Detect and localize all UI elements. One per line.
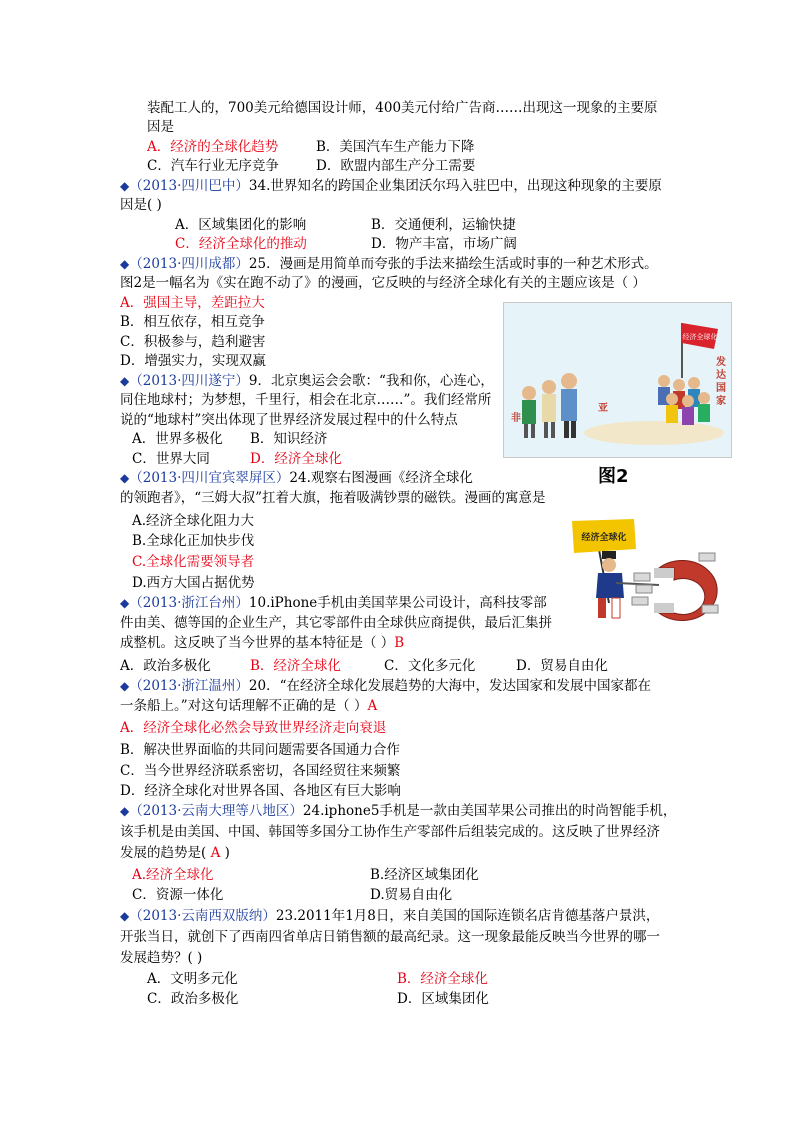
question-text: ): [224, 845, 230, 861]
answer-option: C．汽车行业无序竞争: [147, 158, 279, 174]
side-text: 达: [716, 370, 726, 381]
answer-option: C．文化多元化: [384, 658, 476, 674]
diamond-bullet-icon: ◆: [120, 179, 130, 193]
text-line: 件由美、德等国的企业生产，其它零部件由全球供应商提供，最后汇集拼: [120, 615, 552, 631]
question-source: （2013·云南大理等八地区）: [129, 803, 303, 819]
cartoon-illustration: [564, 513, 724, 624]
answer-option: A．经济全球化必然会导致世界经济走向衰退: [120, 720, 387, 736]
question-line: [120, 469, 473, 487]
question-text: 成整机。这反映了当今世界的基本特征是（ ）: [120, 635, 395, 651]
question-line: [120, 177, 662, 195]
answer-option: B．经济全球化: [397, 971, 488, 987]
tired-figures: [522, 373, 577, 438]
cartoon-illustration: [504, 303, 731, 457]
flag-text: 经济全球化: [581, 533, 627, 543]
cartoon-figure-leader: [564, 513, 724, 624]
question-text: 一条船上。”对这句话理解不正确的是（ ）: [120, 698, 368, 714]
text-line: [120, 697, 377, 715]
answer-option: A.经济全球化: [132, 867, 214, 883]
answer-option: D．经济全球化对世界各国、各地区有巨大影响: [120, 783, 401, 799]
question-text: 20．“在经济全球化发展趋势的大海中，发达国家和发展中国家都在: [248, 678, 651, 694]
text-line: 装配工人的，700美元给德国设计师，400美元付给广告商……出现这一现象的主要原: [147, 100, 658, 116]
answer-option: D.贸易自由化: [370, 887, 453, 903]
answer-option: C．资源一体化: [132, 887, 224, 903]
answer-option: C．世界大同: [132, 451, 210, 467]
text-line: 因是: [147, 119, 174, 135]
text-line: 因是( ): [120, 197, 162, 213]
answer-option: C．当今世界经济联系密切，各国经贸往来频繁: [120, 763, 401, 779]
question-text: 34.世界知名的跨国企业集团沃尔玛入驻巴中，出现这种现象的主要原: [248, 178, 662, 194]
answer-option: D．欧盟内部生产分工需要: [316, 158, 476, 174]
text-line: 该手机是由美国、中国、韩国等多国分工协作生产零部件后组装完成的。这反映了世界经济: [120, 824, 660, 840]
flag-text: 经济全球化: [682, 333, 718, 341]
text-line: 图2是一幅名为《实在跑不动了》的漫画，它反映的与经济全球化有关的主题应该是（ ）: [120, 275, 646, 291]
question-line: [120, 907, 659, 925]
question-source: （2013·浙江台州）: [129, 595, 249, 611]
answer-option: D．经济全球化: [250, 451, 342, 467]
answer-option: D．贸易自由化: [516, 658, 608, 674]
diamond-bullet-icon: ◆: [120, 909, 130, 923]
answer-option: D.西方大国占据优势: [132, 575, 255, 591]
answer-option: B．美国汽车生产能力下降: [316, 139, 475, 155]
answer-option: A．世界多极化: [132, 431, 223, 447]
question-source: （2013·四川遂宁）: [129, 373, 249, 389]
answer-option: A．文明多元化: [147, 971, 238, 987]
answer-option: B．经济全球化: [250, 658, 341, 674]
answer-option: B．相互依存，相互竞争: [120, 314, 265, 330]
runners-group: [658, 375, 710, 425]
answer-option: B．解决世界面临的共同问题需要各国通力合作: [120, 742, 400, 758]
answer-option: C．积极参与，趋利避害: [120, 334, 266, 350]
figure-caption: 图2: [598, 466, 629, 487]
question-source: （2013·四川宜宾翠屏区）: [129, 470, 290, 486]
answer-option: A．经济的全球化趋势: [147, 139, 279, 155]
side-text: 发: [716, 357, 726, 368]
inline-answer: B: [394, 635, 405, 651]
question-line: [120, 372, 494, 390]
side-text: 国: [716, 383, 726, 394]
answer-option: C．经济全球化的推动: [175, 236, 307, 252]
answer-option: A.经济全球化阻力大: [132, 513, 255, 529]
answer-option: D．增强实力，实现双赢: [120, 353, 266, 369]
answer-option: A．政治多极化: [120, 658, 211, 674]
question-source: （2013·浙江温州）: [129, 678, 249, 694]
side-text: 家: [716, 396, 726, 407]
text-line: 说的“地球村”突出体现了世界经济发展过程中的什么特点: [120, 412, 458, 428]
text-line: 开张当日，就创下了西南四省单店日销售额的最高纪录。这一现象最能反映当今世界的哪一: [120, 929, 660, 945]
answer-option: B．交通便利，运输快捷: [371, 217, 516, 233]
question-text: 25．漫画是用简单而夸张的手法来描绘生活或时事的一种艺术形式。: [248, 256, 658, 272]
question-text: 10.iPhone手机由美国苹果公司设计，高科技零部: [248, 595, 547, 611]
answer-option: B.经济区域集团化: [370, 867, 479, 883]
cartoon-figure-2: [503, 302, 732, 458]
text-line: [120, 634, 404, 652]
question-text: 发展的趋势是(: [120, 845, 207, 861]
text-line: 发展趋势？( ): [120, 950, 203, 966]
question-text: 24.观察右图漫画《经济全球化: [289, 470, 473, 486]
answer-option: D．物产丰富，市场广阔: [371, 236, 517, 252]
question-line: [120, 594, 547, 612]
inline-answer: A: [206, 845, 225, 861]
answer-option: A．强国主导，差距拉大: [120, 295, 265, 311]
magnet: [632, 553, 718, 621]
belt-text: 非: [511, 413, 521, 424]
text-line: 的领跑者》，“三姆大叔”扛着大旗，拖着吸满钞票的磁铁。漫画的寓意是: [120, 490, 546, 506]
diamond-bullet-icon: ◆: [120, 804, 130, 818]
question-text: 24.iphone5手机是一款由美国苹果公司推出的时尚智能手机，: [302, 803, 677, 819]
question-text: 9．北京奥运会会歌：“我和你，心连心，: [248, 373, 494, 389]
inline-answer: A: [367, 698, 378, 714]
question-text: 23.2011年1月8日，来自美国的国际连锁名店肯德基落户景洪，: [275, 908, 660, 924]
ground-shadow: [584, 421, 724, 445]
answer-option: D．区域集团化: [397, 991, 489, 1007]
diamond-bullet-icon: ◆: [120, 596, 130, 610]
diamond-bullet-icon: ◆: [120, 471, 130, 485]
belt-text: 亚: [598, 403, 608, 414]
diamond-bullet-icon: ◆: [120, 679, 130, 693]
question-line: [120, 802, 676, 820]
question-line: [120, 677, 651, 695]
question-line: [120, 255, 658, 273]
answer-option: B．知识经济: [250, 431, 328, 447]
diamond-bullet-icon: ◆: [120, 374, 130, 388]
text-line: [120, 844, 230, 862]
question-source: （2013·四川成都）: [129, 256, 249, 272]
answer-option: B.全球化正加快步伐: [132, 533, 255, 549]
answer-option: A．区域集团化的影响: [175, 217, 307, 233]
answer-option: C.全球化需要领导者: [132, 554, 255, 570]
text-line: 同住地球村；为梦想，千里行，相会在北京……”。我们经常所: [120, 392, 492, 408]
answer-option: C．政治多极化: [147, 991, 239, 1007]
question-source: （2013·云南西双版纳）: [129, 908, 276, 924]
question-source: （2013·四川巴中）: [129, 178, 249, 194]
diamond-bullet-icon: ◆: [120, 257, 130, 271]
